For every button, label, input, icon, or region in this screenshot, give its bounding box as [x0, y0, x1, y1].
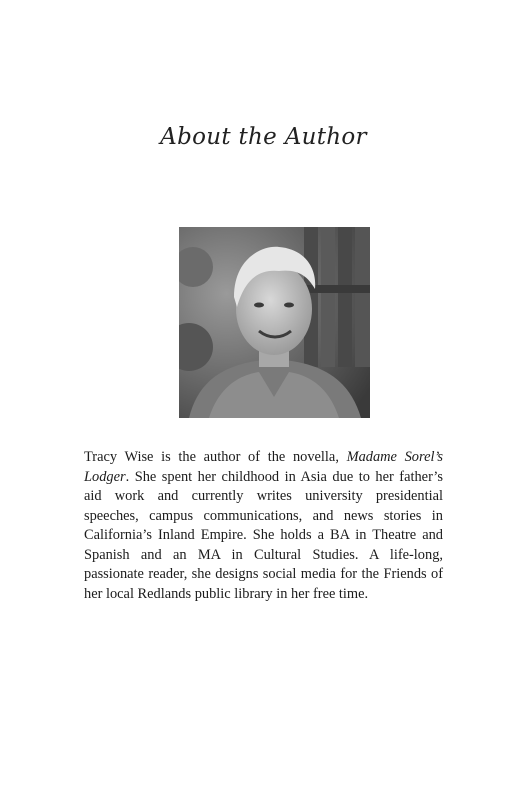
author-photo — [179, 227, 370, 418]
page-title: About the Author — [160, 124, 367, 150]
book-title: Madame Sorel’s Lodger — [84, 449, 443, 485]
bio-text-part2: . She spent her childhood in Asia due to her father’s aid work and currently writes university presidential speeches, campus communications, and news stories in California’s Inland Empire. She holds a BA in Theatre and Spanish and an MA in Cultural Studies. A life-long, passionate reader, she designs social media for the Friends of her local Redlands public library in her free time. — [84, 468, 443, 602]
author-bio — [84, 448, 443, 604]
bio-text-part1: Tracy Wise is the author of the novella, — [84, 449, 347, 465]
